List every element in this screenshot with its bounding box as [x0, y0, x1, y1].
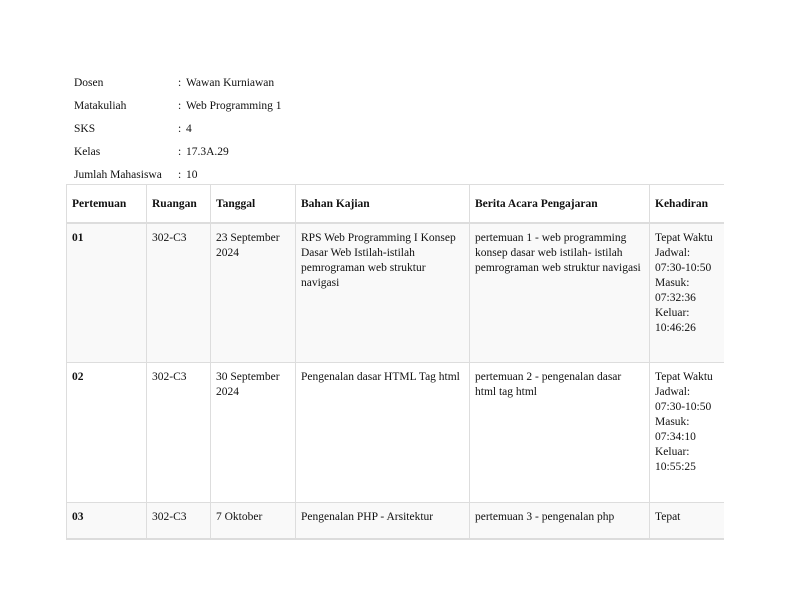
column-header-berita-acara: Berita Acara Pengajaran: [470, 185, 650, 224]
table-row: [67, 363, 725, 503]
cell-berita-acara: pertemuan 1 - web programming konsep dasar web istilah- istilah pemrograman web struktur navigasi: [470, 223, 650, 363]
column-header-kehadiran: Kehadiran: [650, 185, 725, 224]
table-row: [67, 223, 725, 363]
cell-berita-acara: pertemuan 2 - pengenalan dasar html tag html: [470, 363, 650, 503]
info-label: Kelas: [74, 145, 101, 158]
cell-kehadiran: Tepat Waktu Jadwal: 07:30-10:50 Masuk: 07:32:36 Keluar: 10:46:26: [650, 223, 725, 363]
cell-tanggal: 30 September 2024: [211, 363, 296, 503]
cell-ruangan: 302-C3: [147, 223, 211, 363]
column-header-pertemuan: Pertemuan: [67, 185, 147, 224]
info-colon: :: [178, 168, 182, 181]
cell-pertemuan: 02: [67, 363, 147, 503]
info-colon: :: [178, 145, 182, 158]
cell-ruangan: 302-C3: [147, 363, 211, 503]
cell-kehadiran: Tepat Waktu Jadwal: 07:30-10:50 Masuk: 07:34:10 Keluar: 10:55:25: [650, 363, 725, 503]
info-row-sks: [74, 117, 282, 140]
info-colon: :: [178, 76, 182, 89]
info-colon: :: [178, 99, 182, 112]
info-label: SKS: [74, 122, 96, 135]
info-value: 17.3A.29: [186, 145, 229, 158]
info-row-matakuliah: [74, 94, 282, 117]
info-label: Jumlah Mahasiswa: [74, 168, 162, 181]
info-value: 10: [186, 168, 198, 181]
attendance-table: [66, 184, 724, 540]
cell-ruangan: 302-C3: [147, 503, 211, 541]
cell-berita-acara: pertemuan 3 - pengenalan php: [470, 503, 650, 541]
info-row-kelas: [74, 140, 282, 163]
info-label: Matakuliah: [74, 99, 127, 112]
cell-pertemuan: 03: [67, 503, 147, 541]
table-row: [67, 503, 725, 541]
table-header-row: [67, 185, 725, 224]
info-label: Dosen: [74, 76, 104, 89]
attendance-table-container: [66, 184, 724, 540]
info-value: Web Programming 1: [186, 99, 282, 112]
cell-bahan-kajian: RPS Web Programming I Konsep Dasar Web Istilah-istilah pemrograman web struktur navigasi: [296, 223, 470, 363]
column-header-ruangan: Ruangan: [147, 185, 211, 224]
info-row-jumlah-mahasiswa: [74, 163, 282, 186]
info-colon: :: [178, 122, 182, 135]
cell-pertemuan: 01: [67, 223, 147, 363]
cell-tanggal: 23 September 2024: [211, 223, 296, 363]
column-header-bahan-kajian: Bahan Kajian: [296, 185, 470, 224]
cell-bahan-kajian: Pengenalan dasar HTML Tag html: [296, 363, 470, 503]
info-row-dosen: [74, 71, 282, 94]
course-info: [74, 71, 282, 186]
info-value: 4: [186, 122, 192, 135]
info-value: Wawan Kurniawan: [186, 76, 275, 89]
column-header-tanggal: Tanggal: [211, 185, 296, 224]
cell-tanggal: 7 Oktober: [211, 503, 296, 541]
cell-bahan-kajian: Pengenalan PHP - Arsitektur: [296, 503, 470, 541]
cell-kehadiran: Tepat: [650, 503, 725, 541]
